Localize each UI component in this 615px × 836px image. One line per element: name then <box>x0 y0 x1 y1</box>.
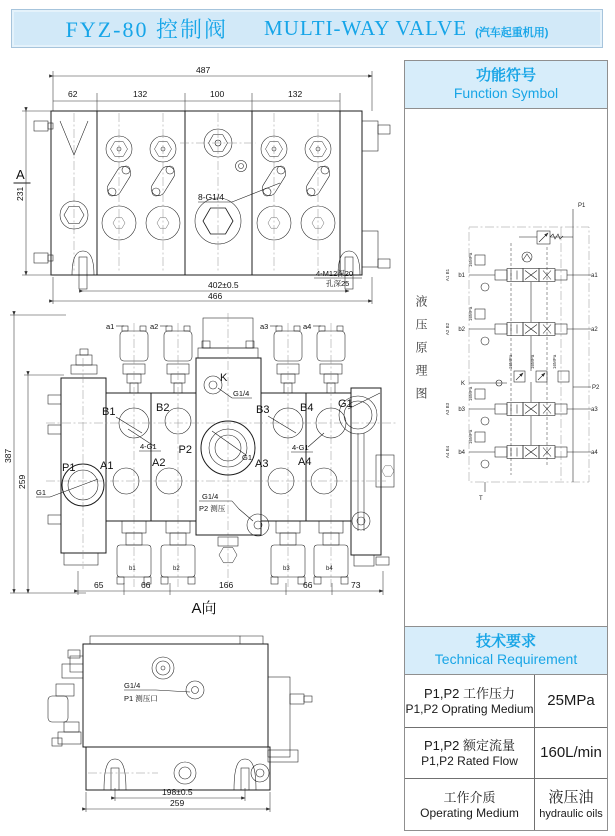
schematic-t-label: T <box>479 496 483 502</box>
function-symbol-title-zh: 功能符号 <box>475 67 536 84</box>
view-caption: A向 <box>191 600 217 617</box>
row-label <box>405 675 535 727</box>
dim-bottom: 73 <box>351 580 361 590</box>
dim-bottom: 66 <box>141 580 151 590</box>
front-view-drawing <box>3 303 402 617</box>
schematic-b-port: b3 <box>458 407 465 413</box>
relief-setting: 16MPa <box>530 354 535 369</box>
valve-section-caps <box>102 113 180 273</box>
dim-total: 487 <box>196 65 211 75</box>
pilot-port-label: a4 <box>303 322 312 331</box>
dim-overall: 259 <box>170 798 185 808</box>
port-label-a1: A1 <box>100 460 114 472</box>
gauge-thread: G1/4 <box>202 492 219 501</box>
pilot-port-label: b1 <box>129 566 136 572</box>
port-label-b4: B4 <box>300 402 314 414</box>
dim-seg: 132 <box>288 89 303 99</box>
note-4g1-left: 4-G1 <box>140 442 157 451</box>
top-view-drawing <box>10 63 402 305</box>
tech-title-zh: 技术要求 <box>475 633 536 650</box>
gauge-label: P1 测压口 <box>124 694 158 703</box>
schematic-section <box>445 306 598 345</box>
dim-mount: 402±0.5 <box>208 280 239 290</box>
schematic-work-ports: A3 B3 <box>445 402 450 416</box>
row-value-main: 25MPa <box>547 691 595 709</box>
row-label-zh: P1,P2 工作压力 <box>423 685 516 701</box>
valve-section-caps <box>257 113 335 273</box>
port-label-g1-right: G1 <box>338 398 353 410</box>
relief-setting: 16MPa <box>468 252 473 267</box>
title-chinese: FYZ-80 控制阀 <box>65 17 228 42</box>
schematic-work-ports: A1 B1 <box>445 268 450 282</box>
title-suffix: (汽车起重机用) <box>475 26 549 39</box>
view-label-a: A <box>16 167 25 182</box>
schematic-a-port: a4 <box>591 450 598 456</box>
function-symbol-title-en: Function Symbol <box>453 85 559 101</box>
schematic-p2-label: P2 <box>592 385 600 391</box>
k-thread-label: G1/4 <box>233 389 250 398</box>
dim-bottom: 166 <box>219 580 234 590</box>
port-label-g1-center: G1 <box>242 453 253 462</box>
gauge-thread: G1/4 <box>124 681 141 690</box>
port-label-a3: A3 <box>255 458 269 470</box>
schematic-section <box>445 386 598 425</box>
hydraulic-schematic-zone <box>405 109 607 626</box>
row-value-main: 160L/min <box>540 743 602 761</box>
pilot-port-label: a2 <box>150 322 159 331</box>
row-value-sub: hydraulic oils <box>539 807 603 820</box>
dim-overall: 466 <box>208 291 223 301</box>
gauge-label: P2 测压 <box>199 504 226 513</box>
k-port-label: K <box>220 372 228 384</box>
row-value <box>535 779 607 830</box>
port-label-g1-left: G1 <box>36 488 47 497</box>
table-row <box>405 727 607 779</box>
port-label-b1: B1 <box>102 406 116 418</box>
technical-requirement-header <box>405 626 607 675</box>
schematic-work-ports: A2 B2 <box>445 322 450 336</box>
relief-setting: 16MPa <box>468 429 473 444</box>
dim-seg: 132 <box>133 89 148 99</box>
dim-mount: 198±0.5 <box>162 787 193 797</box>
schematic-work-ports: A4 B4 <box>445 445 450 459</box>
pilot-caps-bottom <box>117 521 348 584</box>
port-label-b2: B2 <box>156 402 170 414</box>
tech-title-en: Technical Requirement <box>434 651 578 667</box>
row-value-main: 液压油 <box>548 788 594 806</box>
row-label-en: Operating Medium <box>420 805 519 820</box>
mount-note-2: 孔深25 <box>326 279 350 288</box>
pilot-port-label: b2 <box>173 566 180 572</box>
dim-seg: 62 <box>68 89 78 99</box>
dim-bottom: 66 <box>303 580 313 590</box>
schematic-b-port: b4 <box>458 450 465 456</box>
pilot-port-label: b4 <box>326 566 333 572</box>
title-banner <box>11 9 603 48</box>
port-label-a2: A2 <box>152 457 166 469</box>
pilot-port-label: a1 <box>106 322 115 331</box>
title-english: MULTI-WAY VALVE <box>264 16 468 40</box>
row-value <box>535 728 607 779</box>
valve-body-front-view <box>48 318 394 566</box>
schematic-caption: 液压原理图 <box>414 295 428 410</box>
hydraulic-schematic <box>441 187 603 507</box>
port-label-p2: P2 <box>178 444 192 456</box>
relief-setting: 16MPa <box>468 306 473 321</box>
schematic-a-port: a3 <box>591 407 598 413</box>
schematic-k-label: K <box>460 381 465 387</box>
table-row <box>405 675 607 727</box>
function-symbol-header <box>405 61 607 109</box>
dim-inner-height: 259 <box>17 474 27 489</box>
schematic-b-port: b1 <box>458 273 465 279</box>
schematic-mid-section <box>461 354 600 391</box>
valve-body-side-view <box>48 636 312 790</box>
table-row <box>405 778 607 830</box>
ports-note: 8-G1/4 <box>198 192 224 202</box>
dim-outer-height: 387 <box>3 448 13 463</box>
schematic-b-port: b2 <box>458 327 465 333</box>
row-label-en: P1,P2 Oprating Medium <box>405 701 534 716</box>
schematic-section <box>445 252 598 291</box>
port-label-p1: P1 <box>62 462 76 474</box>
pilot-port-label: b3 <box>283 566 290 572</box>
row-label-zh: 工作介质 <box>443 789 496 805</box>
relief-setting: 16MPa <box>468 386 473 401</box>
info-panel <box>404 60 608 831</box>
relief-setting: 16MPa <box>508 354 513 369</box>
row-label <box>405 728 535 779</box>
schematic-section <box>445 429 598 468</box>
row-label-zh: P1,P2 额定流量 <box>423 737 516 753</box>
relief-setting: 16MPa <box>552 354 557 369</box>
schematic-a-port: a1 <box>591 273 598 279</box>
port-label-b3: B3 <box>256 404 270 416</box>
port-label-a4: A4 <box>298 456 312 468</box>
dim-bottom: 65 <box>94 580 104 590</box>
mount-note-1: 4-M12深20 <box>316 269 354 278</box>
schematic-a-port: a2 <box>591 327 598 333</box>
dim-height: 231 <box>15 186 25 201</box>
dim-seg: 100 <box>210 89 225 99</box>
pilot-port-label: a3 <box>260 322 269 331</box>
bottom-view-drawing <box>28 622 330 818</box>
note-4g1-right: 4-G1 <box>292 443 309 452</box>
row-label <box>405 779 535 830</box>
row-value <box>535 675 607 727</box>
schematic-p1-label: P1 <box>578 203 586 209</box>
technical-requirement-table <box>405 675 607 830</box>
row-label-en: P1,P2 Rated Flow <box>421 753 518 768</box>
